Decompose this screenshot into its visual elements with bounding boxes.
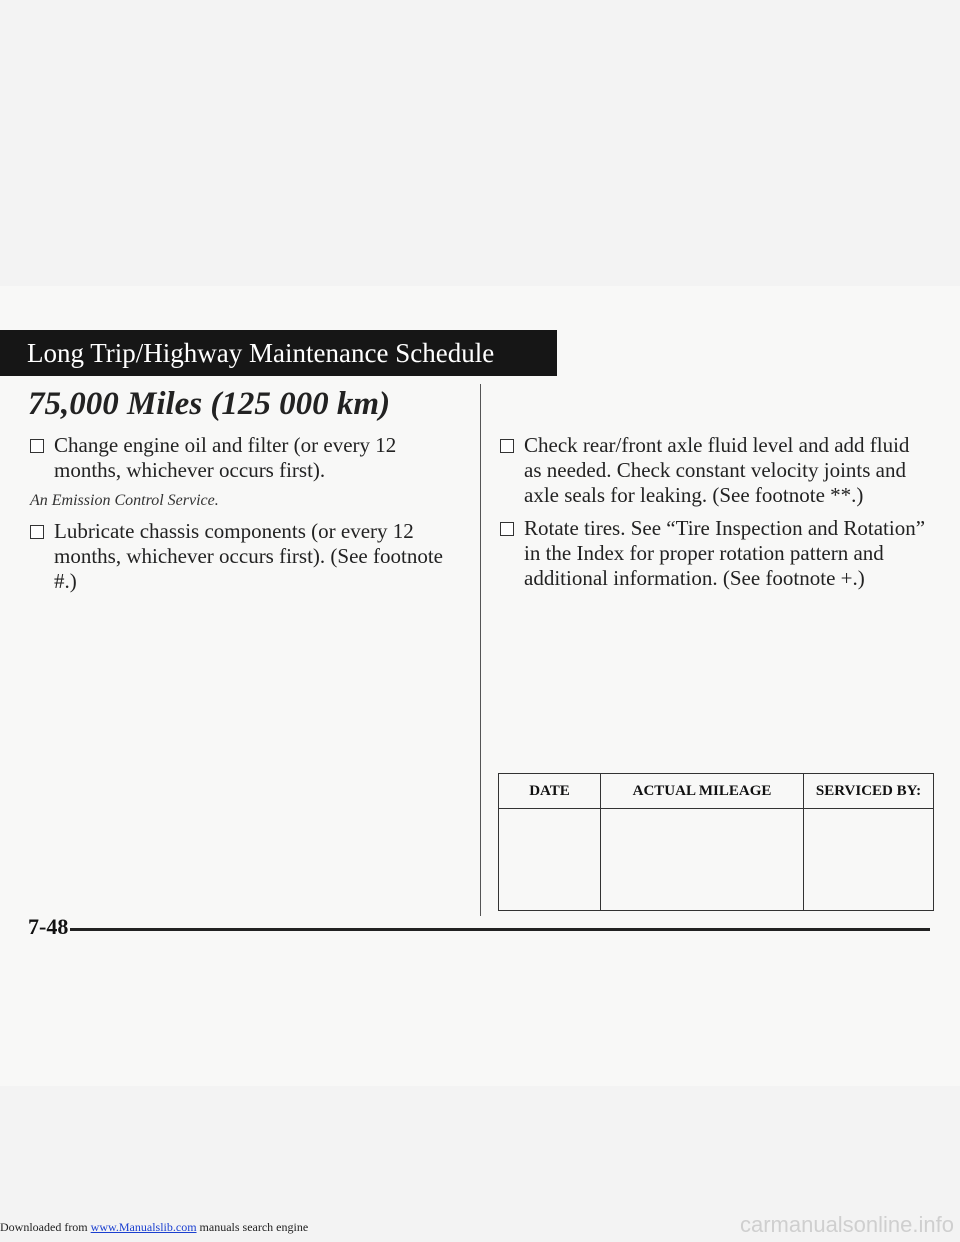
page-number: 7-48 [28, 914, 69, 939]
checklist-item-axle [500, 433, 930, 508]
column-divider [480, 384, 481, 916]
manualslib-link[interactable]: www.Manualslib.com [90, 1220, 197, 1234]
checkbox-icon[interactable] [500, 522, 514, 536]
checklist-item-text: Lubricate chassis components (or every 12 months, whichever occurs first). (See footnote #.) [54, 519, 443, 593]
section-banner: Long Trip/Highway Maintenance Schedule [0, 330, 557, 376]
date-cell[interactable] [499, 809, 601, 911]
watermark-text: carmanualsonline.info [739, 1212, 954, 1237]
mileage-header: ACTUAL MILEAGE [601, 774, 804, 809]
checkbox-icon[interactable] [30, 439, 44, 453]
download-footer [0, 1220, 308, 1235]
checkbox-icon[interactable] [500, 439, 514, 453]
date-header: DATE [499, 774, 601, 809]
emission-note: An Emission Control Service. [30, 492, 219, 509]
checklist-item-text: Change engine oil and filter (or every 12 months, whichever occurs first). [54, 433, 397, 482]
table-header-row [499, 774, 934, 809]
checklist-item-text: Rotate tires. See “Tire Inspection and Rotation” in the Index for proper rotation pattern and additional information. (See footnote +.) [524, 516, 926, 590]
checklist-item-tires [500, 516, 930, 591]
mileage-cell[interactable] [601, 809, 804, 911]
serviced-by-header: SERVICED BY: [804, 774, 934, 809]
right-checklist [500, 433, 930, 599]
left-checklist [30, 433, 460, 602]
download-prefix: Downloaded from [0, 1220, 88, 1234]
checklist-item-text: Check rear/front axle fluid level and add fluid as needed. Check constant velocity joints and axle seals for leaking. (See footnote **.) [524, 433, 910, 507]
checkbox-icon[interactable] [30, 525, 44, 539]
footer-rule [70, 928, 930, 931]
mileage-heading: 75,000 Miles (125 000 km) [28, 386, 391, 422]
checklist-item-chassis [30, 519, 460, 594]
service-record-table [498, 773, 934, 911]
checklist-item-oil [30, 433, 460, 483]
table-row [499, 809, 934, 911]
serviced-by-cell[interactable] [804, 809, 934, 911]
manual-page [0, 286, 960, 1086]
download-suffix: manuals search engine [199, 1220, 309, 1234]
